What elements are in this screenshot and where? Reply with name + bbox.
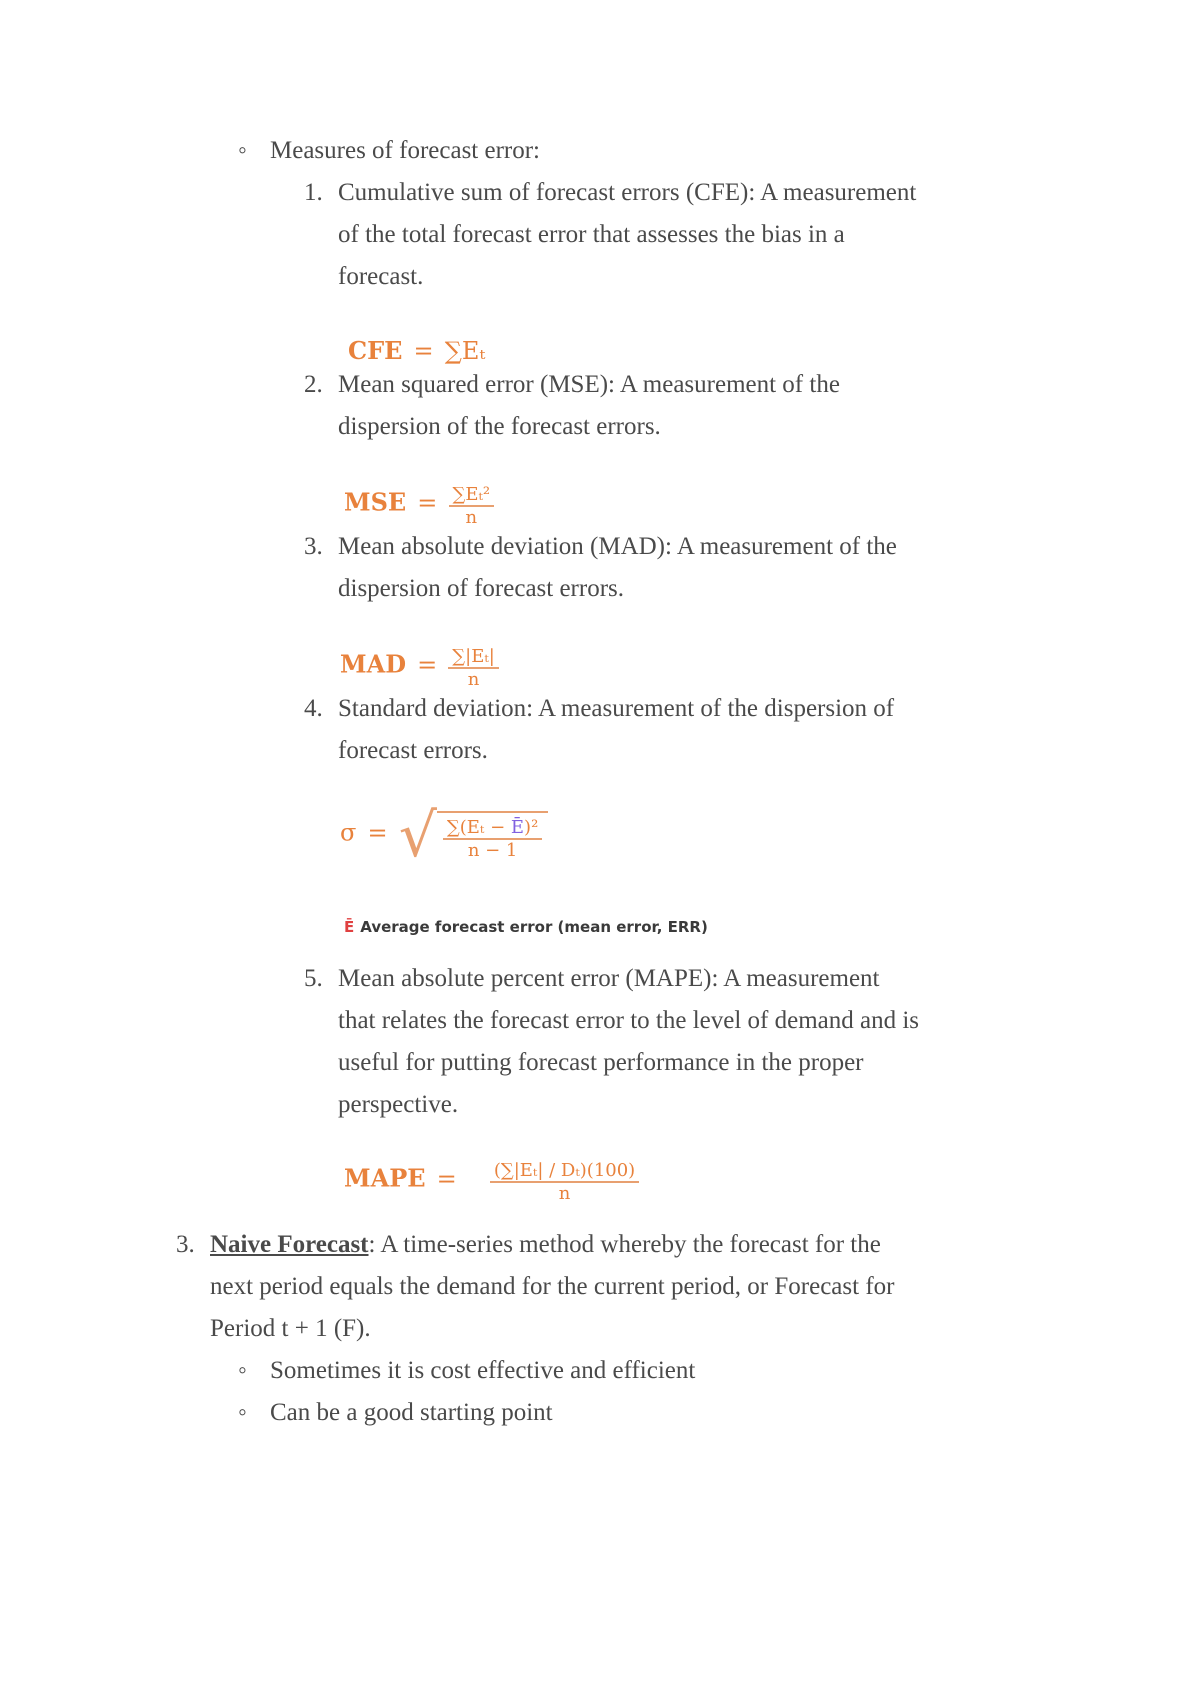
item-line: Mean absolute deviation (MAD): A measurement of the bbox=[338, 533, 897, 560]
radicand bbox=[437, 811, 548, 861]
formula-equals: = bbox=[417, 650, 438, 679]
naive-definition: : A time-series method whereby the forecast for the bbox=[368, 1231, 881, 1258]
bullet-marker: ◦ bbox=[238, 1399, 247, 1426]
item-line: forecast. bbox=[338, 263, 424, 290]
measures-heading: Measures of forecast error: bbox=[270, 137, 541, 164]
fraction-numerator: (∑|Eₜ| / Dₜ)(100) bbox=[490, 1160, 639, 1183]
item-number: 2. bbox=[304, 371, 323, 398]
note-text: Average forecast error (mean error, ERR) bbox=[360, 918, 708, 936]
item-line: dispersion of forecast errors. bbox=[338, 575, 625, 602]
formula-fraction bbox=[490, 1160, 639, 1204]
section-number: 3. bbox=[176, 1231, 195, 1258]
formula-equals: = bbox=[367, 818, 388, 847]
numerator-part: )² bbox=[524, 817, 539, 838]
fraction-numerator: ∑Eₜ² bbox=[449, 484, 495, 507]
naive-line: next period equals the demand for the current period, or Forecast for bbox=[210, 1273, 895, 1300]
item-line: that relates the forecast error to the level of demand and is bbox=[338, 1007, 920, 1034]
formula-label: MAD bbox=[340, 649, 406, 679]
item-line: useful for putting forecast performance in the proper bbox=[338, 1049, 864, 1076]
fraction-denominator: n bbox=[558, 1183, 571, 1204]
item-line: dispersion of the forecast errors. bbox=[338, 413, 661, 440]
item-line: Mean absolute percent error (MAPE): A measurement bbox=[338, 965, 880, 992]
item-number: 3. bbox=[304, 533, 323, 560]
formula-fraction bbox=[449, 484, 495, 528]
item-line: of the total forecast error that assesses the bias in a bbox=[338, 221, 845, 248]
numerator-part: ∑(Eₜ − bbox=[446, 817, 511, 838]
mean-error-note bbox=[344, 918, 708, 936]
fraction-denominator: n bbox=[467, 669, 480, 690]
formula-label: σ bbox=[340, 818, 357, 847]
formula-label: MAPE bbox=[344, 1163, 426, 1193]
bullet-marker: ◦ bbox=[238, 137, 247, 164]
square-root bbox=[398, 801, 549, 871]
mape-formula bbox=[344, 1160, 639, 1204]
cfe-formula bbox=[348, 336, 485, 365]
formula-fraction bbox=[448, 646, 499, 690]
formula-equals: = bbox=[436, 1164, 457, 1193]
naive-bullet: Can be a good starting point bbox=[270, 1399, 553, 1426]
radical-sign: √ bbox=[398, 801, 437, 871]
formula-label: MSE bbox=[344, 487, 407, 517]
item-number: 5. bbox=[304, 965, 323, 992]
item-line: Standard deviation: A measurement of the dispersion of bbox=[338, 695, 895, 722]
item-line: perspective. bbox=[338, 1091, 459, 1118]
fraction-denominator: n − 1 bbox=[467, 840, 518, 861]
fraction-numerator: ∑|Eₜ| bbox=[448, 646, 499, 669]
naive-forecast-term: Naive Forecast bbox=[210, 1231, 369, 1258]
note-marker: Ē bbox=[344, 918, 355, 936]
mse-formula bbox=[344, 484, 494, 528]
item-number: 1. bbox=[304, 179, 323, 206]
fraction-denominator: n bbox=[465, 507, 478, 528]
formula-label: CFE bbox=[348, 336, 403, 365]
mad-formula bbox=[340, 646, 499, 690]
naive-line: Period t + 1 (F). bbox=[210, 1315, 371, 1342]
item-line: Cumulative sum of forecast errors (CFE): A measurement bbox=[338, 179, 917, 206]
item-line: Mean squared error (MSE): A measurement of the bbox=[338, 371, 840, 398]
item-number: 4. bbox=[304, 695, 323, 722]
formula-expression: ∑Eₜ bbox=[444, 337, 486, 365]
item-line: forecast errors. bbox=[338, 737, 488, 764]
fraction-numerator bbox=[443, 817, 542, 840]
formula-equals: = bbox=[417, 488, 438, 517]
sigma-formula bbox=[340, 801, 548, 871]
naive-bullet: Sometimes it is cost effective and efficient bbox=[270, 1357, 696, 1384]
mean-error-symbol: Ē bbox=[510, 817, 525, 838]
bullet-marker: ◦ bbox=[238, 1357, 247, 1384]
naive-first-line bbox=[210, 1222, 881, 1268]
formula-equals: = bbox=[413, 337, 434, 365]
